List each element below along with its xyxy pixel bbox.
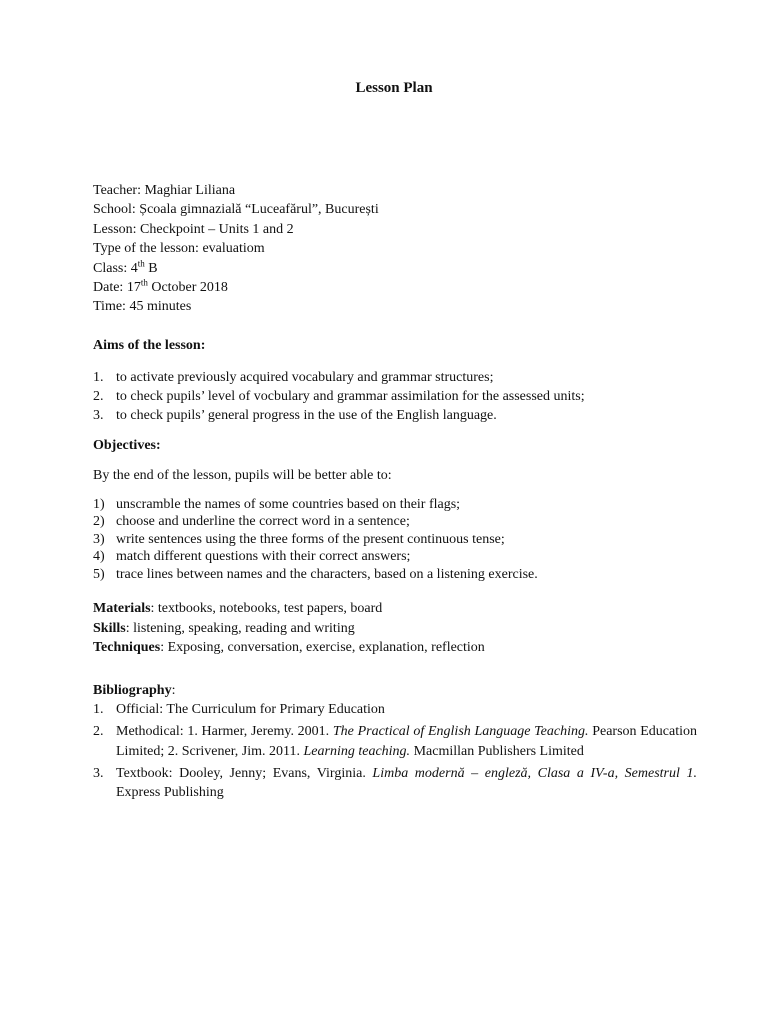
list-number: 1. [93, 370, 104, 385]
materials-text: : textbooks, notebooks, test papers, board [150, 601, 383, 616]
skills-text: : listening, speaking, reading and writing [125, 620, 355, 636]
list-text: to check pupils’ level of vocbulary and grammar assimilation for the assessed units; [116, 389, 585, 405]
bibliography-text: Methodical: 1. Harmer, Jeremy. 2001. [116, 724, 333, 740]
lesson-type-line: Type of the lesson: evaluatiom [93, 241, 265, 257]
list-text: write sentences using the three forms of the present continuous tense; [116, 531, 505, 547]
class-suffix-sup: th [137, 257, 145, 268]
date-prefix: Date: 17 [93, 279, 141, 295]
school-line: School: Școala gimnazială “Luceafărul”, București [93, 202, 379, 218]
bibliography-text: Express Publishing [116, 785, 224, 801]
list-text: unscramble the names of some countries based on their flags; [116, 497, 461, 512]
list-text: to activate previously acquired vocabulary and grammar structures; [116, 370, 494, 385]
materials-line [93, 599, 485, 619]
list-item [93, 406, 585, 425]
list-number: 2. [93, 724, 104, 740]
date-line [93, 278, 379, 297]
class-suffix: B [144, 260, 158, 276]
list-text: choose and underline the correct word in a sentence; [116, 514, 410, 530]
page-title: Lesson Plan [355, 80, 433, 96]
lesson-info [93, 181, 379, 317]
list-number: 1) [93, 497, 105, 512]
date-suffix-sup: th [140, 277, 148, 288]
bibliography-item [93, 700, 697, 719]
techniques-line [93, 638, 485, 658]
teacher-line: Teacher: Maghiar Liliana [93, 183, 236, 198]
list-item [93, 531, 538, 548]
list-item [93, 513, 538, 530]
techniques-label: Techniques [93, 640, 161, 655]
date-suffix: October 2018 [147, 279, 228, 295]
list-number: 1. [93, 702, 104, 718]
bibliography-heading [93, 681, 697, 700]
list-text: to check pupils’ general progress in the use of the English language. [116, 408, 497, 424]
time-line: Time: 45 minutes [93, 299, 192, 315]
bibliography-item [93, 722, 697, 760]
list-number: 4) [93, 549, 105, 565]
book-title: Learning teaching. [303, 743, 411, 759]
skills-line [93, 619, 485, 639]
objectives-list [93, 496, 538, 583]
list-item [93, 566, 538, 583]
objectives-heading: Objectives: [93, 438, 161, 453]
skills-label: Skills [93, 620, 126, 636]
bibliography-label: Bibliography [93, 683, 172, 698]
list-number: 2. [93, 389, 104, 405]
materials-label: Materials [93, 601, 151, 616]
list-text: trace lines between names and the characters, based on a listening exercise. [116, 566, 538, 582]
book-title: Limba modernă – engleză, Clasa a IV-a, Semestrul 1. [372, 765, 697, 781]
bibliography-colon: : [171, 683, 176, 698]
list-item [93, 368, 585, 387]
list-number: 3. [93, 765, 104, 781]
aims-list [93, 368, 585, 426]
bibliography-section [93, 681, 697, 802]
book-title: The Practical of English Language Teaching. [332, 724, 589, 740]
list-number: 5) [93, 566, 105, 582]
list-number: 2) [93, 514, 105, 530]
list-item [93, 387, 585, 406]
objectives-intro: By the end of the lesson, pupils will be better able to: [93, 468, 392, 483]
bibliography-text: Official: The Curriculum for Primary Education [116, 702, 385, 718]
techniques-text: : Exposing, conversation, exercise, explanation, reflection [160, 640, 485, 655]
class-line [93, 259, 379, 278]
bibliography-text: Macmillan Publishers Limited [410, 743, 584, 759]
aims-heading: Aims of the lesson: [93, 338, 206, 353]
list-number: 3) [93, 531, 105, 547]
bibliography-text: Textbook: Dooley, Jenny; Evans, Virginia. [116, 765, 373, 781]
list-item [93, 496, 538, 513]
lesson-resources [93, 599, 485, 658]
bibliography-text: Pearson Education Limited; 2. Scrivener, Jim. 2011. [116, 724, 697, 759]
list-text: match different questions with their correct answers; [116, 549, 411, 565]
list-item [93, 548, 538, 565]
lesson-line: Lesson: Checkpoint – Units 1 and 2 [93, 221, 294, 237]
list-number: 3. [93, 408, 104, 424]
bibliography-item [93, 764, 697, 802]
class-prefix: Class: 4 [93, 260, 138, 276]
